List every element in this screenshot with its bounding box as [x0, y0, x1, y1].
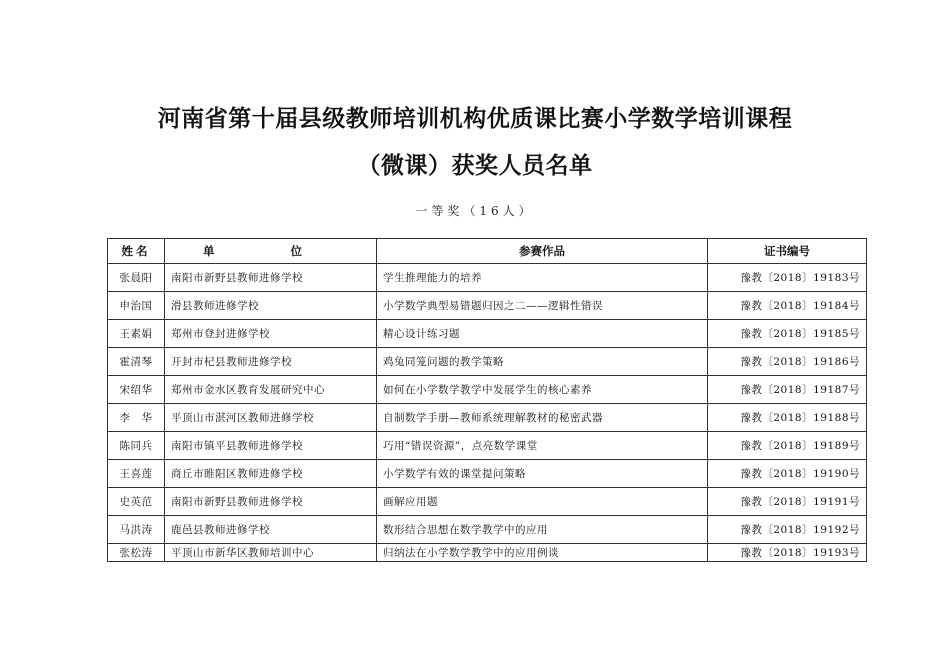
cell-certificate: 豫教〔2018〕19183号	[708, 264, 867, 292]
cell-unit: 南阳市新野县教师进修学校	[165, 488, 377, 516]
cell-name: 陈同兵	[108, 432, 165, 460]
table-row	[108, 264, 867, 292]
cell-certificate: 豫教〔2018〕19190号	[708, 460, 867, 488]
cell-name: 李 华	[108, 404, 165, 432]
cell-name: 霍清琴	[108, 348, 165, 376]
document-title-line-2: （微课）获奖人员名单	[357, 152, 593, 179]
cell-unit: 郑州市金水区教育发展研究中心	[165, 376, 377, 404]
cell-work: 小学数学有效的课堂提问策略	[377, 460, 708, 488]
table-row	[108, 320, 867, 348]
table-row	[108, 544, 867, 562]
cell-name: 王喜莲	[108, 460, 165, 488]
table-row	[108, 488, 867, 516]
cell-unit: 南阳市镇平县教师进修学校	[165, 432, 377, 460]
cell-work: 自制数学手册—教师系统理解教材的秘密武器	[377, 404, 708, 432]
table-row	[108, 376, 867, 404]
cell-name: 马洪涛	[108, 516, 165, 544]
award-table	[107, 238, 867, 562]
cell-name: 史英范	[108, 488, 165, 516]
cell-unit: 平顶山市湛河区教师进修学校	[165, 404, 377, 432]
cell-name: 张松涛	[108, 544, 165, 562]
cell-certificate: 豫教〔2018〕19187号	[708, 376, 867, 404]
cell-work: 精心设计练习题	[377, 320, 708, 348]
cell-unit: 滑县教师进修学校	[165, 292, 377, 320]
cell-unit: 鹿邑县教师进修学校	[165, 516, 377, 544]
cell-unit: 南阳市新野县教师进修学校	[165, 264, 377, 292]
cell-unit: 开封市杞县教师进修学校	[165, 348, 377, 376]
award-level-heading: 一等奖（16人）	[415, 204, 535, 218]
cell-work: 如何在小学数学教学中发展学生的核心素养	[377, 376, 708, 404]
table-row	[108, 348, 867, 376]
cell-certificate: 豫教〔2018〕19188号	[708, 404, 867, 432]
cell-certificate: 豫教〔2018〕19191号	[708, 488, 867, 516]
document-title-line-1: 河南省第十届县级教师培训机构优质课比赛小学数学培训课程	[157, 105, 793, 132]
cell-name: 张晨阳	[108, 264, 165, 292]
cell-name: 王素娟	[108, 320, 165, 348]
cell-work: 数形结合思想在数学教学中的应用	[377, 516, 708, 544]
cell-certificate: 豫教〔2018〕19193号	[708, 544, 867, 562]
cell-certificate: 豫教〔2018〕19184号	[708, 292, 867, 320]
cell-unit: 平顶山市新华区教师培训中心	[165, 544, 377, 562]
table-row	[108, 516, 867, 544]
header-name: 姓名	[108, 239, 165, 264]
header-certificate: 证书编号	[708, 239, 867, 264]
cell-work: 鸡兔同笼问题的教学策略	[377, 348, 708, 376]
cell-work: 小学数学典型易错题归因之二——逻辑性错误	[377, 292, 708, 320]
table-row	[108, 404, 867, 432]
cell-certificate: 豫教〔2018〕19186号	[708, 348, 867, 376]
cell-name: 宋绍华	[108, 376, 165, 404]
cell-certificate: 豫教〔2018〕19192号	[708, 516, 867, 544]
cell-unit: 商丘市睢阳区教师进修学校	[165, 460, 377, 488]
cell-work: 画解应用题	[377, 488, 708, 516]
cell-work: 学生推理能力的培养	[377, 264, 708, 292]
cell-name: 申治国	[108, 292, 165, 320]
cell-certificate: 豫教〔2018〕19189号	[708, 432, 867, 460]
cell-unit: 郑州市登封进修学校	[165, 320, 377, 348]
table-row	[108, 460, 867, 488]
header-work: 参赛作品	[377, 239, 708, 264]
table-header-row	[108, 239, 867, 264]
cell-certificate: 豫教〔2018〕19185号	[708, 320, 867, 348]
cell-work: 归纳法在小学数学教学中的应用例谈	[377, 544, 708, 562]
cell-work: 巧用“错误资源”，点亮数学课堂	[377, 432, 708, 460]
table-row	[108, 292, 867, 320]
header-unit: 单 位	[165, 239, 377, 264]
table-row	[108, 432, 867, 460]
